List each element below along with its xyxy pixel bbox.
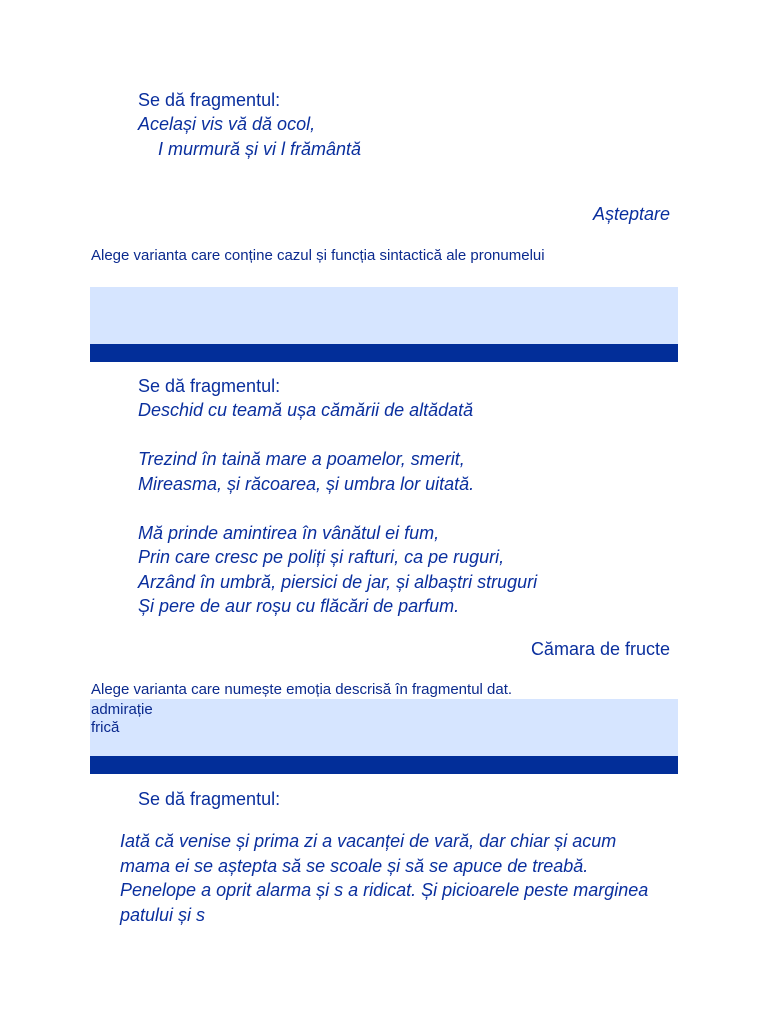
section2-poem-title: Cămara de fructe — [530, 639, 670, 659]
section2-question: Alege varianta care numește emoția descrisă în fragmentul dat. — [91, 681, 513, 698]
poem-line: Mă prinde amintirea în vânătul ei fum, — [138, 522, 440, 543]
section3-intro: Se dă fragmentul: — [138, 789, 281, 809]
answer-option-1[interactable]: admirație — [91, 701, 153, 718]
poem-line: Prin care cresc pe poliți și rafturi, ca pe ruguri, — [138, 547, 505, 567]
poem-line: Trezind în taină mare a poamelor, smerit, — [138, 449, 465, 469]
poem-line: Deschid cu teamă ușa cămării de altădată — [138, 400, 474, 420]
section1-question: Alege varianta care conține cazul și funcția sintactică ale pronumelui — [91, 247, 545, 264]
poem-line: Același vis vă dă ocol, — [138, 114, 316, 134]
section2-intro: Se dă fragmentul: — [138, 376, 281, 396]
poem-line: Mireasma, și răcoarea, și umbra lor uitată. — [138, 473, 475, 494]
section1-poem — [138, 112, 361, 161]
section2-poem — [138, 398, 537, 619]
poem-line: Arzând în umbră, piersici de jar, și albaștri struguri — [138, 571, 538, 592]
section1-answer-box[interactable] — [90, 287, 678, 344]
section1-intro: Se dă fragmentul: — [138, 90, 281, 110]
section1-poem-title: Așteptare — [592, 204, 670, 224]
section2-answer-box — [90, 699, 678, 756]
section3-fragment: Iată că venise și prima zi a vacanței de vară, dar chiar și acum mama ei se aștepta să se scoale și să se apuce de treabă. Penelope a oprit alarma și s a ridicat. Și picioarele peste marginea patului și s — [120, 831, 649, 925]
section1-divider — [90, 344, 678, 362]
poem-line: I murmură și vi l frământă — [138, 138, 362, 159]
poem-line: Și pere de aur roșu cu flăcări de parfum. — [138, 596, 460, 616]
section2-divider — [90, 756, 678, 774]
answer-option-2[interactable]: frică — [91, 719, 120, 736]
